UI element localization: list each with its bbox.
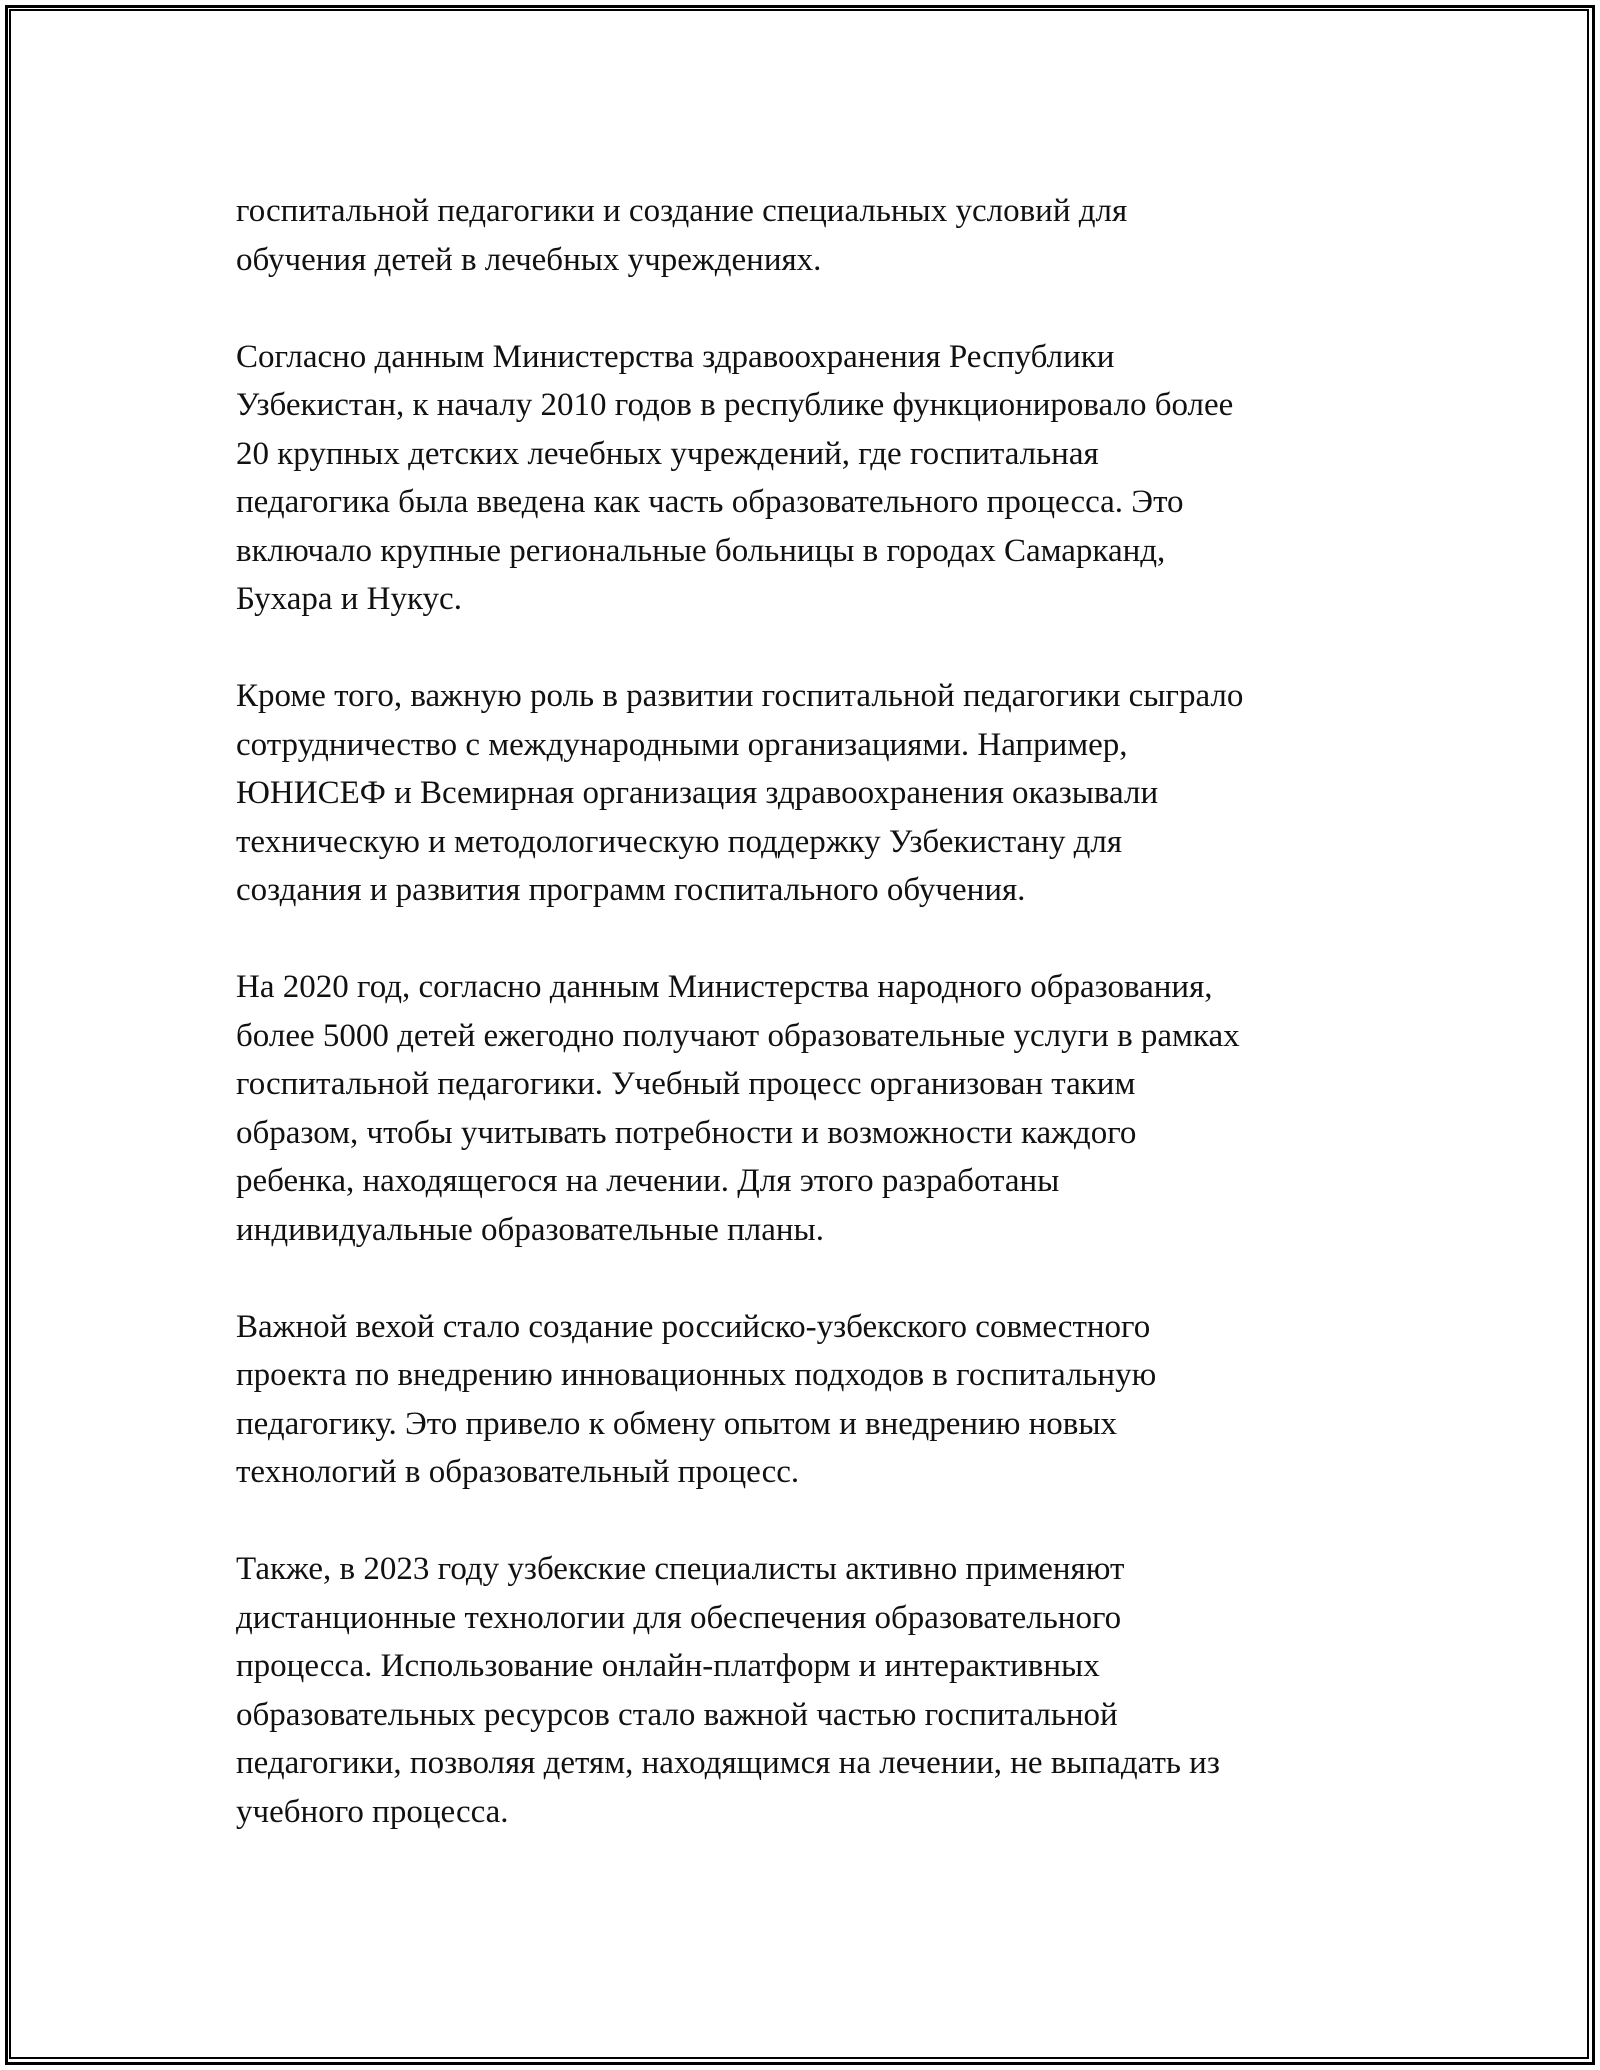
paragraph-6: Также, в 2023 году узбекские специалисты активно применяют дистанционные технологии для обеспечения образовательного процесса. Использование онлайн-платформ и интерактивных образовательных ресурсов стало важной частью госпитальной педагогики, позволяя детям, находящимся на лечении, не выпадать из учебного процесса.	[236, 1551, 1220, 1830]
document-body	[236, 187, 1366, 1836]
paragraph-4: На 2020 год, согласно данным Министерства народного образования, более 5000 детей ежегодно получают образовательные услуги в рамках госпитальной педагогики. Учебный процесс организован таким образом, чтобы учитывать потребности и возможности каждого ребенка, находящегося на лечении. Для этого разработаны индивидуальные образовательные планы.	[236, 969, 1240, 1248]
paragraph-1: госпитальной педагогики и создание специальных условий для обучения детей в лечебных учреждениях.	[236, 193, 1128, 278]
paragraph-2: Согласно данным Министерства здравоохранения Республики Узбекистан, к началу 2010 годов в республике функционировало более 20 крупных детских лечебных учреждений, где госпитальная педагогика была введена как часть образовательного процесса. Это включало крупные региональные больницы в городах Самарканд, Бухара и Нукус.	[236, 338, 1234, 617]
paragraph-5: Важной вехой стало создание российско-узбекского совместного проекта по внедрению инновационных подходов в госпитальную педагогику. Это привело к обмену опытом и внедрению новых технологий в образовательный процесс.	[236, 1308, 1157, 1490]
paragraph-3: Кроме того, важную роль в развитии госпитальной педагогики сыграло сотрудничество с международными организациями. Например, ЮНИСЕФ и Всемирная организация здравоохранения оказывали техническую и методологическую поддержку Узбекистану для создания и развития программ госпитального обучения.	[236, 678, 1244, 908]
